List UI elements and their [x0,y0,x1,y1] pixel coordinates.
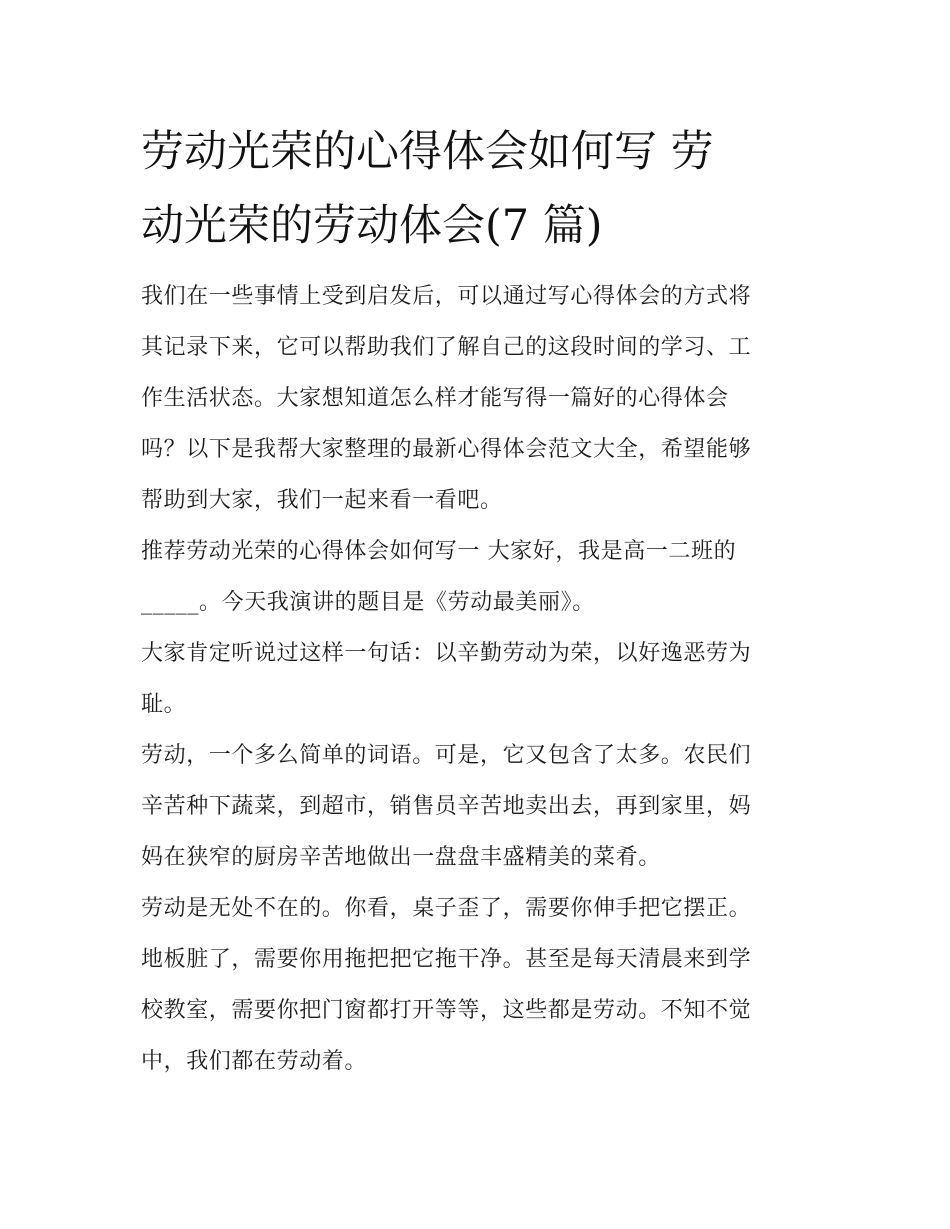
paragraph-saying [141,628,813,730]
text-line: 地板脏了，需要你用拖把把它拖干净。甚至是每天清晨来到学 [141,947,752,972]
document-title [141,115,813,263]
paragraph-labor-examples [141,730,813,883]
text-line: 其记录下来，它可以帮助我们了解自己的这段时间的学习、工 [141,335,752,360]
text-line: 劳动是无处不在的。你看，桌子歪了，需要你伸手把它摆正。 [141,896,752,921]
text-line: 校教室，需要你把门窗都打开等等，这些都是劳动。不知不觉 [141,998,752,1023]
text-line: 劳动，一个多么简单的词语。可是，它又包含了太多。农民们 [141,743,752,768]
text-line: 我们在一些事情上受到启发后，可以通过写心得体会的方式将 [141,284,752,309]
paragraph-labor-everywhere [141,883,813,1087]
text-line: 作生活状态。大家想知道怎么样才能写得一篇好的心得体会 [141,386,729,411]
text-line: 耻。 [141,692,187,717]
paragraph-intro [141,271,813,526]
text-line: 推荐劳动光荣的心得体会如何写一 大家好，我是高一二班的 [141,539,737,564]
text-line: 帮助到大家，我们一起来看一看吧。 [141,488,503,513]
text-line: 吗？以下是我帮大家整理的最新心得体会范文大全，希望能够 [141,437,752,462]
paragraph-speech-opening [141,526,813,628]
title-line: 劳动光荣的心得体会如何写 劳 [141,127,714,177]
text-line: 大家肯定听说过这样一句话：以辛勤劳动为荣，以好逸恶劳为 [141,641,752,666]
text-line: 中，我们都在劳动着。 [141,1049,368,1074]
document-content [141,115,813,1087]
title-line: 动光荣的劳动体会(7 篇) [141,201,603,251]
text-line: 妈在狭窄的厨房辛苦地做出一盘盘丰盛精美的菜肴。 [141,845,661,870]
text-line: _____。今天我演讲的题目是《劳动最美丽》。 [141,590,595,615]
text-line: 辛苦种下蔬菜，到超市，销售员辛苦地卖出去，再到家里，妈 [141,794,752,819]
document-body [141,271,813,1087]
